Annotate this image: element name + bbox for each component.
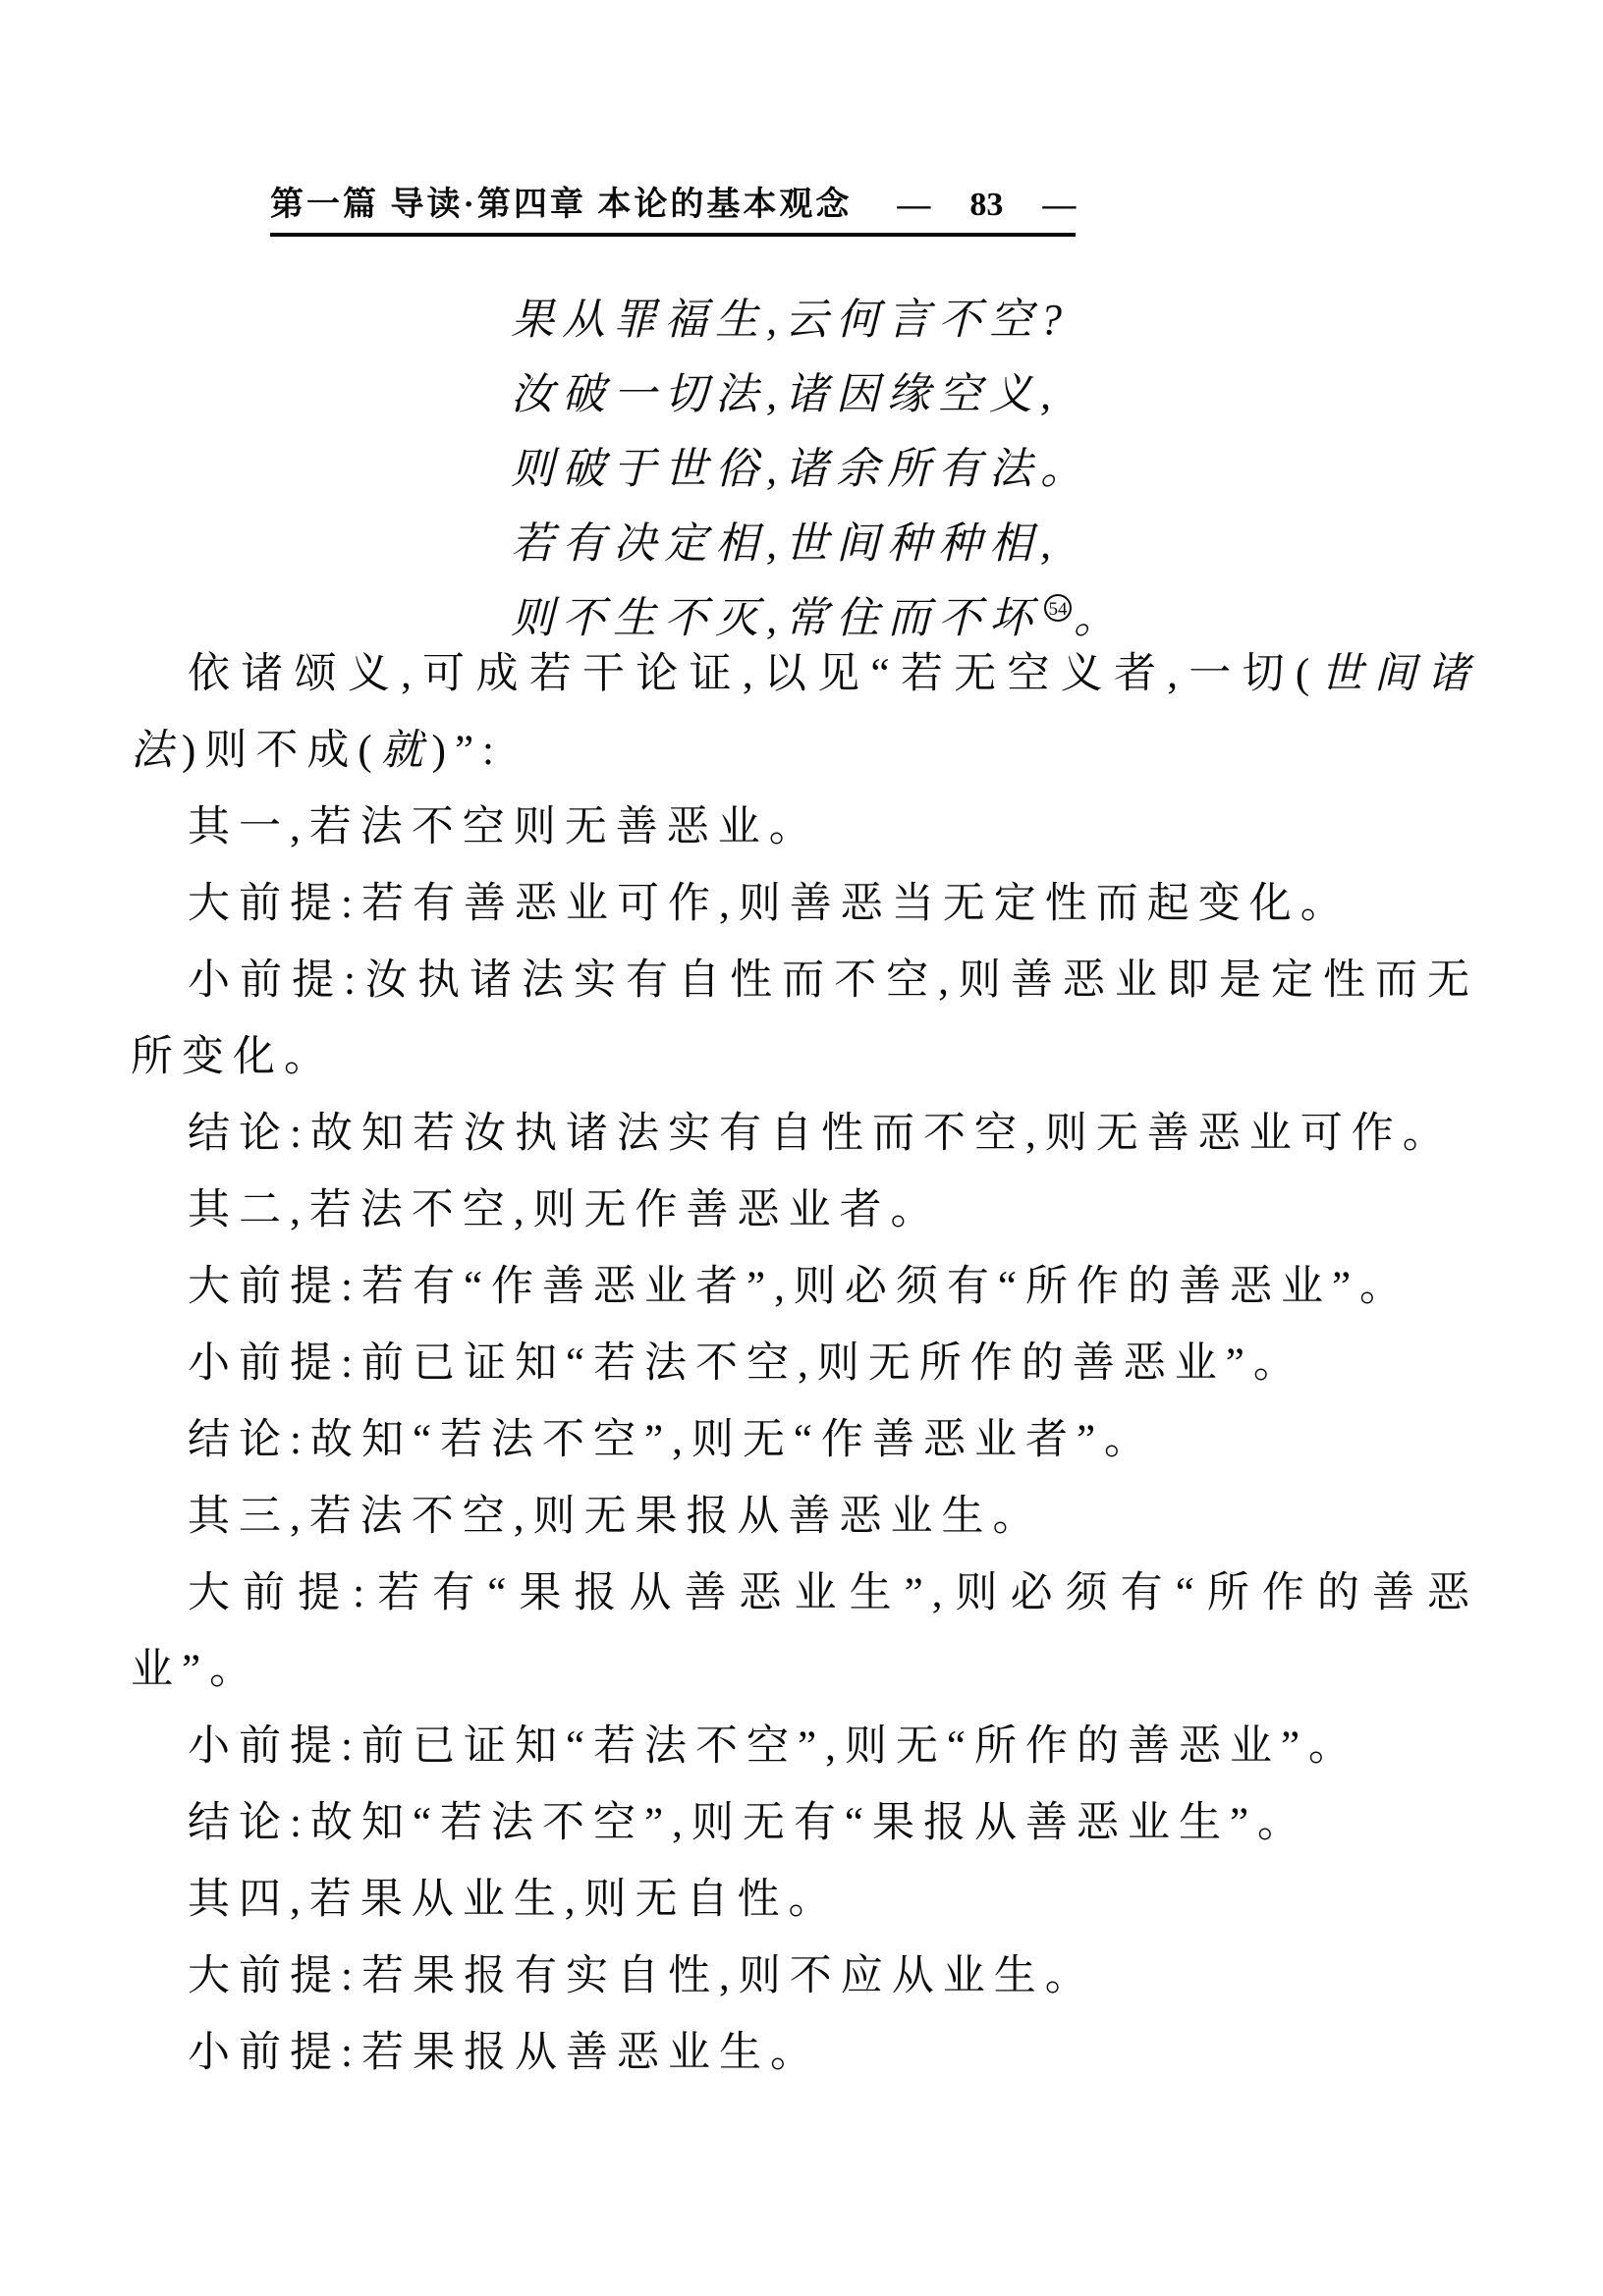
paragraph-minor-premise-3: 小前提:前已证知“若法不空”,则无“所作的善恶业”。: [188, 1723, 1360, 1770]
verse-line: 果从罪福生,云何言不空?: [511, 296, 1070, 344]
paragraph-text: )则不成(: [182, 728, 381, 774]
verse-line: 汝破一切法,诸因缘空义,: [511, 370, 1059, 418]
paragraph-major-premise-4: 大前提:若果报有实自性,则不应从业生。: [188, 1953, 1096, 1999]
verse-block: [511, 283, 1125, 656]
chapter-title: 第一篇 导读·第四章 本论的基本观念: [270, 187, 853, 223]
verse-line: 若有决定相,世间种种相,: [511, 519, 1059, 568]
paragraph-thesis-1: 其一,若法不空则无善恶业。: [188, 804, 820, 850]
footnote-marker: 54: [1044, 594, 1072, 622]
page-number-dash-right: —: [1042, 187, 1077, 223]
paragraph-major-premise-1: 大前提:若有善恶业可作,则善恶当无定性而起变化。: [188, 881, 1352, 927]
paragraph-major-premise-3: 大前提:若有“果报从善恶业生”,则必须有“所作的善恶业”。: [131, 1570, 1478, 1693]
paragraph-text-kai: 就: [380, 728, 432, 774]
paragraph-thesis-2: 其二,若法不空,则无作善恶业者。: [188, 1187, 942, 1233]
running-header: [270, 177, 1076, 237]
paragraph-thesis-3: 其三,若法不空,则无果报从善恶业生。: [188, 1494, 1044, 1540]
verse-line-period: 。: [1074, 594, 1125, 642]
paragraph-thesis-4: 其四,若果从业生,则无自性。: [188, 1877, 840, 1923]
paragraph-intro: [131, 636, 1478, 790]
verse-line: 则破于世俗,诸余所有法。: [511, 445, 1091, 493]
page-number: 83: [969, 187, 1004, 223]
paragraph-text-kai: 世间诸法: [131, 651, 1479, 774]
paragraph-major-premise-2: 大前提:若有“作善恶业者”,则必须有“所作的善恶业”。: [188, 1264, 1411, 1310]
paragraph-text: )”:: [431, 728, 503, 774]
paragraph-text: 依诸颂义,可成若干论证,以见“若无空义者,一切(: [188, 651, 1319, 697]
paragraph-minor-premise-1: 小前提:汝执诸法实有自性而不空,则善恶业即是定性而无所变化。: [131, 957, 1478, 1080]
paragraph-minor-premise-2: 小前提:前已证知“若法不空,则无所作的善恶业”。: [188, 1340, 1304, 1387]
paragraph-conclusion-1: 结论:故知若汝执诸法实有自性而不空,则无善恶业可作。: [188, 1111, 1454, 1157]
paragraph-minor-premise-4: 小前提:若果报从善恶业生。: [188, 2030, 821, 2076]
paragraph-conclusion-3: 结论:故知“若法不空”,则无有“果报从善恶业生”。: [188, 1800, 1309, 1846]
body-text: [131, 636, 1478, 2092]
verse-line-text: 则不生不灭,常住而不坏: [511, 594, 1040, 642]
paragraph-conclusion-2: 结论:故知“若法不空”,则无“作善恶业者”。: [188, 1417, 1156, 1463]
page-number-dash-left: —: [897, 187, 931, 223]
